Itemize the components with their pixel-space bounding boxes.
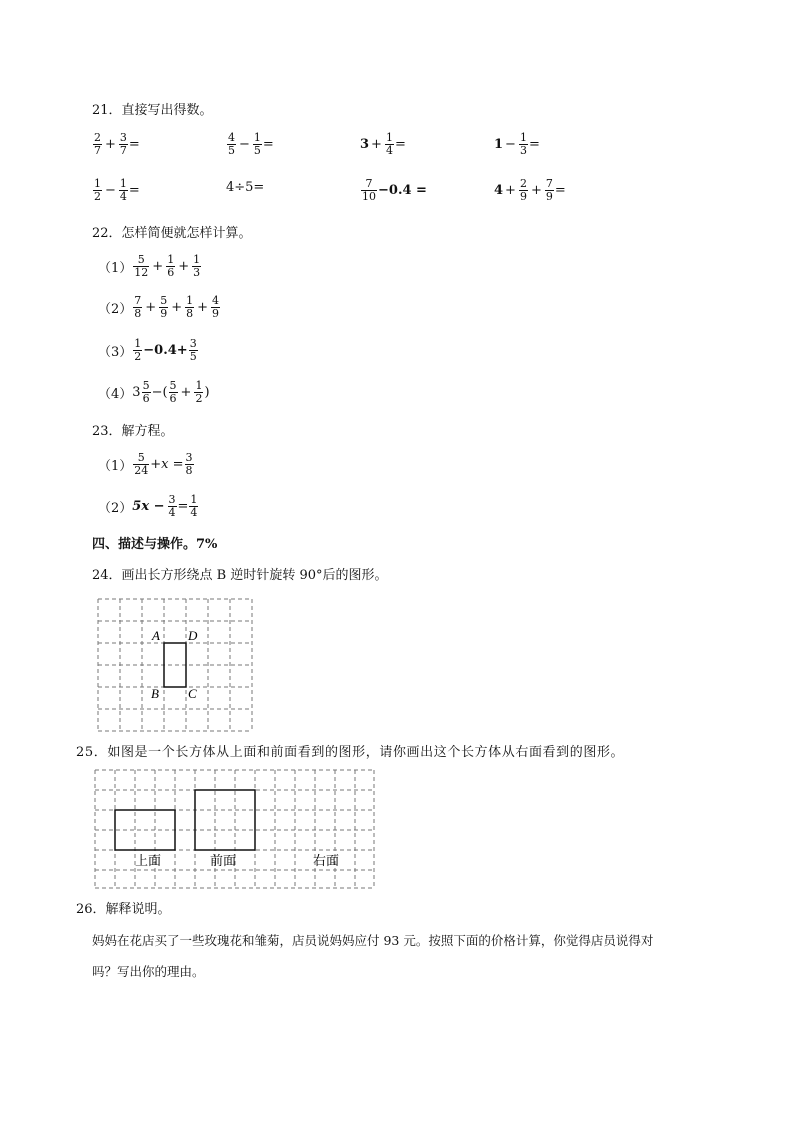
fraction: $\frac{1}{5}$ [253, 131, 261, 157]
fraction: $\frac{2}{7}$ [94, 131, 101, 157]
q23-item-1: （1） $\frac{5}{24}$ +x = $\frac{3}{8}$ [98, 451, 193, 477]
fraction: $\frac{1}{2}$ [134, 337, 142, 363]
label-a: A [152, 628, 160, 643]
fraction: $\frac{7}{10}$ [362, 177, 376, 203]
section-heading: 四、描述与操作。7% [92, 537, 218, 552]
q21-expr-6: 4÷5= [226, 180, 265, 195]
q21-expr-4: 1 − $\frac{1}{3}$ = [494, 131, 540, 157]
q21-expr-2: $\frac{4}{5}$ − $\frac{1}{5}$ = [228, 131, 274, 157]
fraction: $\frac{1}{4}$ [190, 493, 198, 519]
fraction: $\frac{5}{24}$ [134, 451, 149, 477]
grid-lines [98, 599, 252, 731]
fraction: $\frac{5}{6}$ [142, 379, 150, 405]
fraction: $\frac{1}{2}$ [195, 379, 203, 405]
q22-title: 22．怎样简便就怎样计算。 [92, 226, 252, 241]
q21-expr-8: 4 + $\frac{2}{9}$ + $\frac{7}{9}$ = [494, 177, 566, 203]
fraction: $\frac{5}{6}$ [169, 379, 177, 405]
fraction: $\frac{2}{9}$ [519, 177, 527, 203]
q24-title: 24．画出长方形绕点 B 逆时针旋转 90°后的图形。 [92, 568, 388, 583]
fraction: $\frac{3}{7}$ [119, 131, 127, 157]
label-top-view: 上面 [135, 854, 162, 869]
fraction: $\frac{1}{4}$ [119, 177, 127, 203]
q25-grid-figure [93, 768, 377, 890]
fraction: $\frac{1}{3}$ [193, 253, 201, 279]
fraction: $\frac{4}{5}$ [228, 131, 235, 157]
fraction: $\frac{1}{8}$ [186, 294, 194, 320]
q21-expr-7: $\frac{7}{10}$ −0.4 = [362, 177, 427, 203]
label-right-view: 右面 [313, 854, 340, 869]
label-b: B [151, 686, 159, 701]
fraction: $\frac{1}{4}$ [385, 131, 393, 157]
q25-title: 25．如图是一个长方体从上面和前面看到的图形，请你画出这个长方体从右面看到的图形。 [76, 745, 625, 760]
q21-expr-5: $\frac{1}{2}$ − $\frac{1}{4}$ = [94, 177, 140, 203]
fraction: $\frac{1}{3}$ [519, 131, 527, 157]
q24-grid-figure [96, 597, 256, 733]
q21-title: 21．直接写出得数。 [92, 103, 213, 118]
q22-item-3: （3） $\frac{1}{2}$ −0.4+ $\frac{3}{5}$ [98, 337, 197, 363]
q21-expr-3: 3 + $\frac{1}{4}$ = [360, 131, 406, 157]
q26-title: 26．解释说明。 [76, 902, 171, 917]
fraction: $\frac{7}{8}$ [134, 294, 142, 320]
q21-expr-1: $\frac{2}{7}$ + $\frac{3}{7}$ = [94, 131, 140, 157]
fraction: $\frac{3}{5}$ [189, 337, 197, 363]
q26-body-line-1: 妈妈在花店买了一些玫瑰花和雏菊，店员说妈妈应付 93 元。按照下面的价格计算，你觉得店员说得对 [92, 933, 654, 948]
q23-title: 23．解方程。 [92, 424, 174, 439]
fraction: $\frac{3}{4}$ [168, 493, 176, 519]
fraction: $\frac{3}{8}$ [185, 451, 193, 477]
fraction: $\frac{4}{9}$ [212, 294, 219, 320]
q26-body-line-2: 吗？写出你的理由。 [92, 964, 205, 979]
label-front-view: 前面 [210, 854, 237, 869]
q22-item-4: （4） 3 $\frac{5}{6}$ −( $\frac{5}{6}$ + $\frac{1}{2}$ ) [98, 379, 210, 405]
q22-item-1: （1） $\frac{5}{12}$ + $\frac{1}{6}$ + $\frac{1}{3}$ [98, 253, 201, 279]
fraction: $\frac{5}{12}$ [134, 253, 149, 279]
label-d: D [188, 628, 198, 643]
fraction: $\frac{5}{9}$ [160, 294, 168, 320]
label-c: C [188, 686, 197, 701]
q22-item-2: （2） $\frac{7}{8}$ + $\frac{5}{9}$ + $\frac{1}{8}$ + $\frac{4}{9}$ [98, 294, 219, 320]
fraction: $\frac{1}{6}$ [167, 253, 175, 279]
q23-item-2: （2） 5x − $\frac{3}{4}$ = $\frac{1}{4}$ [98, 493, 198, 519]
fraction: $\frac{1}{2}$ [94, 177, 101, 203]
fraction: $\frac{7}{9}$ [545, 177, 553, 203]
front-view-rectangle [195, 790, 255, 850]
grid-lines [95, 770, 374, 888]
